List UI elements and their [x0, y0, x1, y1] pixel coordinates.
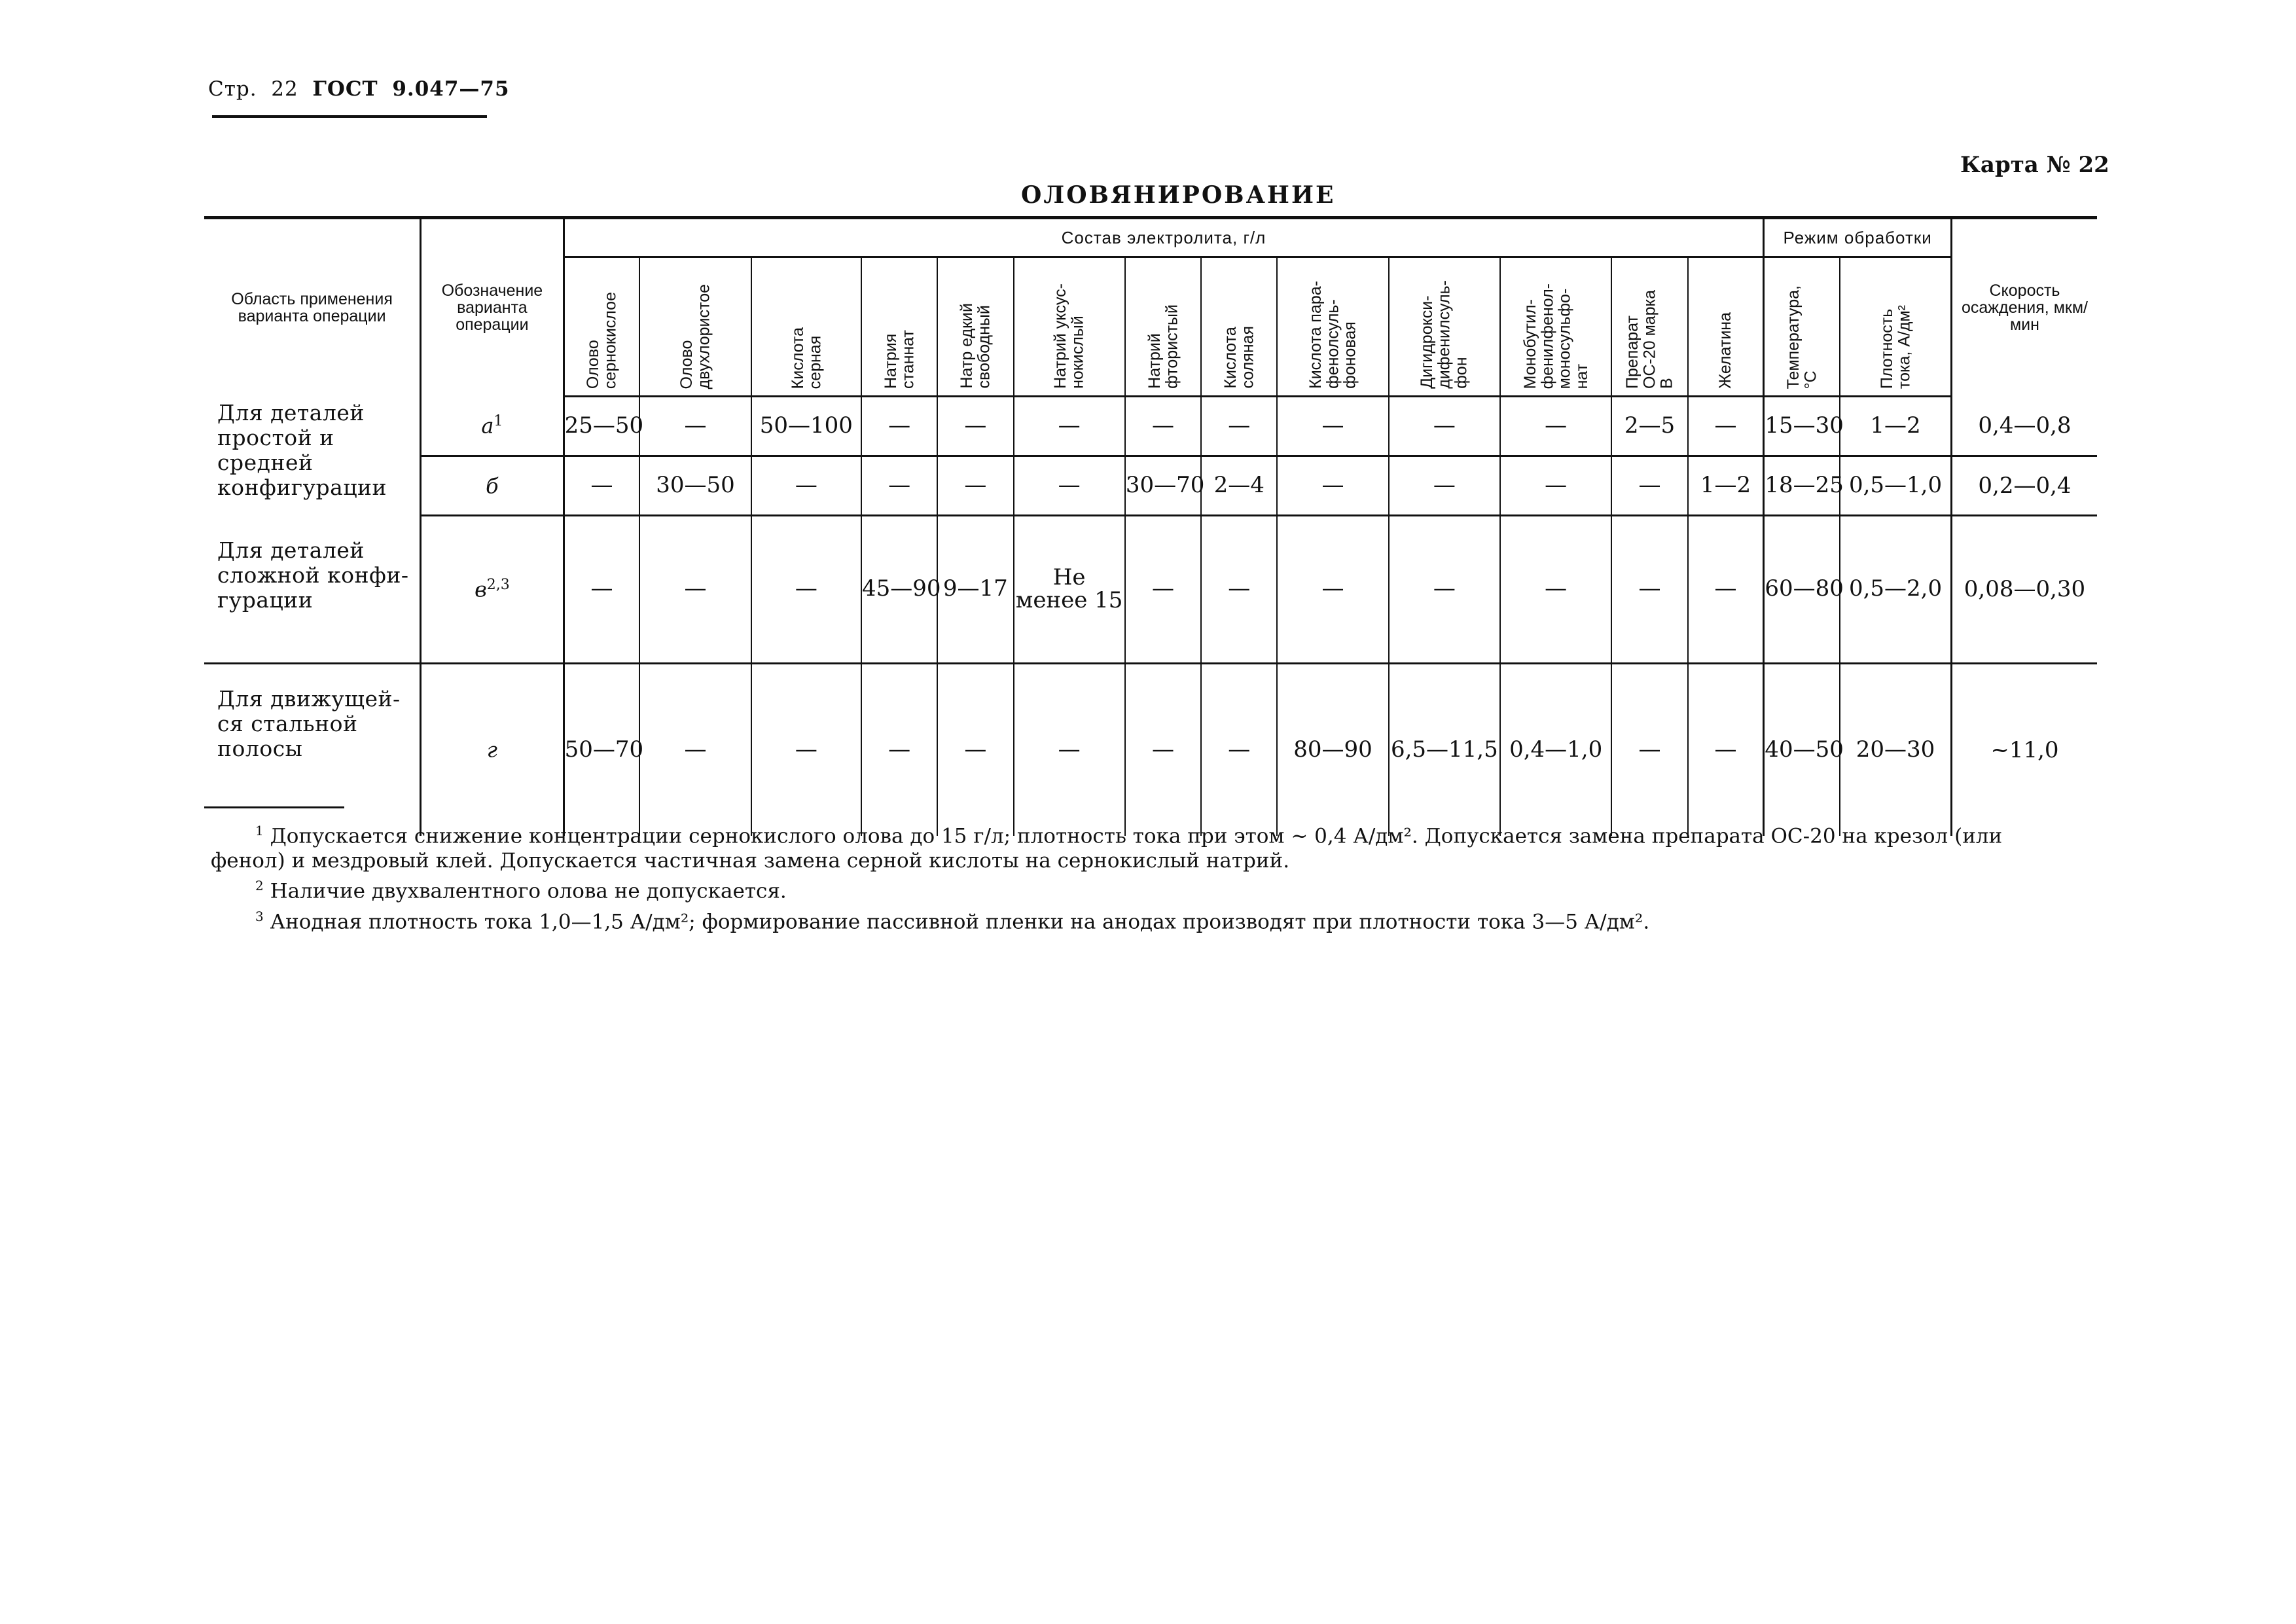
- cell: —: [861, 397, 937, 456]
- cell: —: [1201, 397, 1277, 456]
- cell: 45—90: [861, 516, 937, 664]
- row-code: б: [421, 456, 564, 516]
- cell: —: [564, 516, 639, 664]
- row-code: $а^1$: [421, 397, 564, 456]
- footnotes: [211, 818, 2109, 934]
- cell: 9—17: [937, 516, 1013, 664]
- col-component-header: Натрий фтористый: [1125, 257, 1201, 397]
- col-component-header: Олово сернокислое: [564, 257, 639, 397]
- electrolyte-group-header: Состав электролита, г/л: [564, 218, 1764, 257]
- cell: —: [1688, 397, 1764, 456]
- cell: 0,4—1,0: [1500, 663, 1611, 836]
- cell-speed: ~11,0: [1951, 663, 2097, 836]
- cell: 2—4: [1201, 456, 1277, 516]
- mode-group-header: Режим обработки: [1764, 218, 1952, 257]
- table-row: [204, 397, 2097, 456]
- cell: —: [1389, 397, 1500, 456]
- row-area: Для деталей сложной конфигурации: [204, 516, 421, 664]
- cell: 6,5—11,5: [1389, 663, 1500, 836]
- electrolyte-table: [204, 216, 2097, 836]
- cell-temperature: 60—80: [1764, 516, 1840, 664]
- cell-speed: 0,08—0,30: [1951, 516, 2097, 664]
- cell: 2—5: [1611, 397, 1687, 456]
- cell: —: [1500, 516, 1611, 664]
- col-component-header: Дигидрокси- дифенилсуль- фон: [1389, 257, 1500, 397]
- cell-density: 0,5—1,0: [1840, 456, 1951, 516]
- cell: —: [1201, 663, 1277, 836]
- row-area: Для движущейся стальной полосы: [217, 685, 401, 762]
- table-row: [204, 456, 2097, 516]
- page-prefix: Стр.: [208, 77, 257, 101]
- col-component-header: Желатина: [1688, 257, 1764, 397]
- cell: —: [1277, 516, 1388, 664]
- col-temperature-header: Температура, °С: [1764, 257, 1840, 397]
- cell: —: [1125, 516, 1201, 664]
- col-component-header: Натр едкий свободный: [937, 257, 1013, 397]
- col-component-header: Монобутил- фенилфенол- моносульфо- нат: [1500, 257, 1611, 397]
- cell-speed: 0,2—0,4: [1951, 456, 2097, 516]
- cell: 50—100: [751, 397, 861, 456]
- cell: —: [1201, 516, 1277, 664]
- cell-density: 0,5—2,0: [1840, 516, 1951, 664]
- cell: —: [1611, 456, 1687, 516]
- col-density-header: Плотность тока, А/дм²: [1840, 257, 1951, 397]
- col-component-header: Кислота пара- фенолсуль- фоновая: [1277, 257, 1388, 397]
- cell-temperature: 40—50: [1764, 663, 1840, 836]
- card-number: Карта № 22: [1960, 152, 2109, 178]
- col-component-header: Натрий уксус- нокислый: [1014, 257, 1125, 397]
- table-row: [204, 663, 2097, 836]
- standard-label: ГОСТ: [312, 77, 378, 101]
- cell: 25—50: [564, 397, 639, 456]
- table-row: [204, 516, 2097, 664]
- page-header: [208, 77, 510, 101]
- cell: —: [639, 516, 751, 664]
- col-component-header: Натрия станнат: [861, 257, 937, 397]
- cell: 80—90: [1277, 663, 1388, 836]
- cell: —: [861, 456, 937, 516]
- col-component-header: Препарат ОС-20 марка В: [1611, 257, 1687, 397]
- cell: —: [937, 663, 1013, 836]
- cell-temperature: 15—30: [1764, 397, 1840, 456]
- col-component-header: Кислота соляная: [1201, 257, 1277, 397]
- cell: —: [1277, 456, 1388, 516]
- cell: —: [1014, 456, 1125, 516]
- cell: —: [1688, 516, 1764, 664]
- cell: —: [1277, 397, 1388, 456]
- cell: —: [639, 663, 751, 836]
- cell-density: 1—2: [1840, 397, 1951, 456]
- col-code-header: Обозначение варианта операции: [421, 218, 564, 397]
- cell: —: [937, 456, 1013, 516]
- row-code: г: [421, 663, 564, 836]
- page-number: 22: [271, 77, 298, 101]
- cell: —: [1611, 663, 1687, 836]
- cell: —: [1125, 397, 1201, 456]
- col-area-header: Область применения варианта операции: [204, 218, 421, 397]
- col-component-header: Кислота серная: [751, 257, 861, 397]
- cell: —: [751, 663, 861, 836]
- footnote-1-continued: фенол) и мездровый клей. Допускается частичная замена серной кислоты на сернокислый натрий.: [211, 849, 1290, 873]
- cell: —: [1611, 516, 1687, 664]
- cell: —: [1500, 456, 1611, 516]
- footnote-3: $^3$ Анодная плотность тока 1,0—1,5 А/дм²; формирование пассивной пленки на анодах производят при плотности тока 3—5 А/дм².: [255, 908, 1650, 933]
- page-title: ОЛОВЯНИРОВАНИЕ: [1021, 181, 1336, 209]
- cell-density: 20—30: [1840, 663, 1951, 836]
- col-component-header: Олово двухлористое: [639, 257, 751, 397]
- footnote-2: $^2$ Наличие двухвалентного олова не допускается.: [255, 878, 787, 903]
- cell: —: [639, 397, 751, 456]
- row-code: $в^{2,3}$: [421, 516, 564, 664]
- footnote-1: $^1$ Допускается снижение концентрации сернокислого олова до 15 г/л; плотность тока при этом ~ 0,4 А/дм². Допускается замена препарата ОС-20 на крезол (или: [255, 823, 2003, 848]
- cell: —: [564, 456, 639, 516]
- standard-number: 9.047—75: [392, 77, 510, 101]
- cell: —: [1389, 516, 1500, 664]
- header-divider: [212, 115, 487, 118]
- col-speed-header: Скорость осаждения, мкм/мин: [1951, 218, 2097, 397]
- cell: —: [937, 397, 1013, 456]
- cell: 30—50: [639, 456, 751, 516]
- cell: —: [751, 456, 861, 516]
- footnote-divider: [204, 806, 344, 808]
- cell-temperature: 18—25: [1764, 456, 1840, 516]
- cell: 30—70: [1125, 456, 1201, 516]
- cell: —: [861, 663, 937, 836]
- cell: —: [1688, 663, 1764, 836]
- cell: Не менее 15: [1014, 516, 1125, 664]
- cell: 50—70: [564, 663, 639, 836]
- cell: —: [1500, 397, 1611, 456]
- cell: —: [1014, 397, 1125, 456]
- cell: —: [751, 516, 861, 664]
- cell: —: [1014, 663, 1125, 836]
- cell: —: [1125, 663, 1201, 836]
- cell: 1—2: [1688, 456, 1764, 516]
- cell-speed: 0,4—0,8: [1951, 397, 2097, 456]
- row-area: Для деталей простой и средней конфигурации: [217, 399, 387, 501]
- cell: —: [1389, 456, 1500, 516]
